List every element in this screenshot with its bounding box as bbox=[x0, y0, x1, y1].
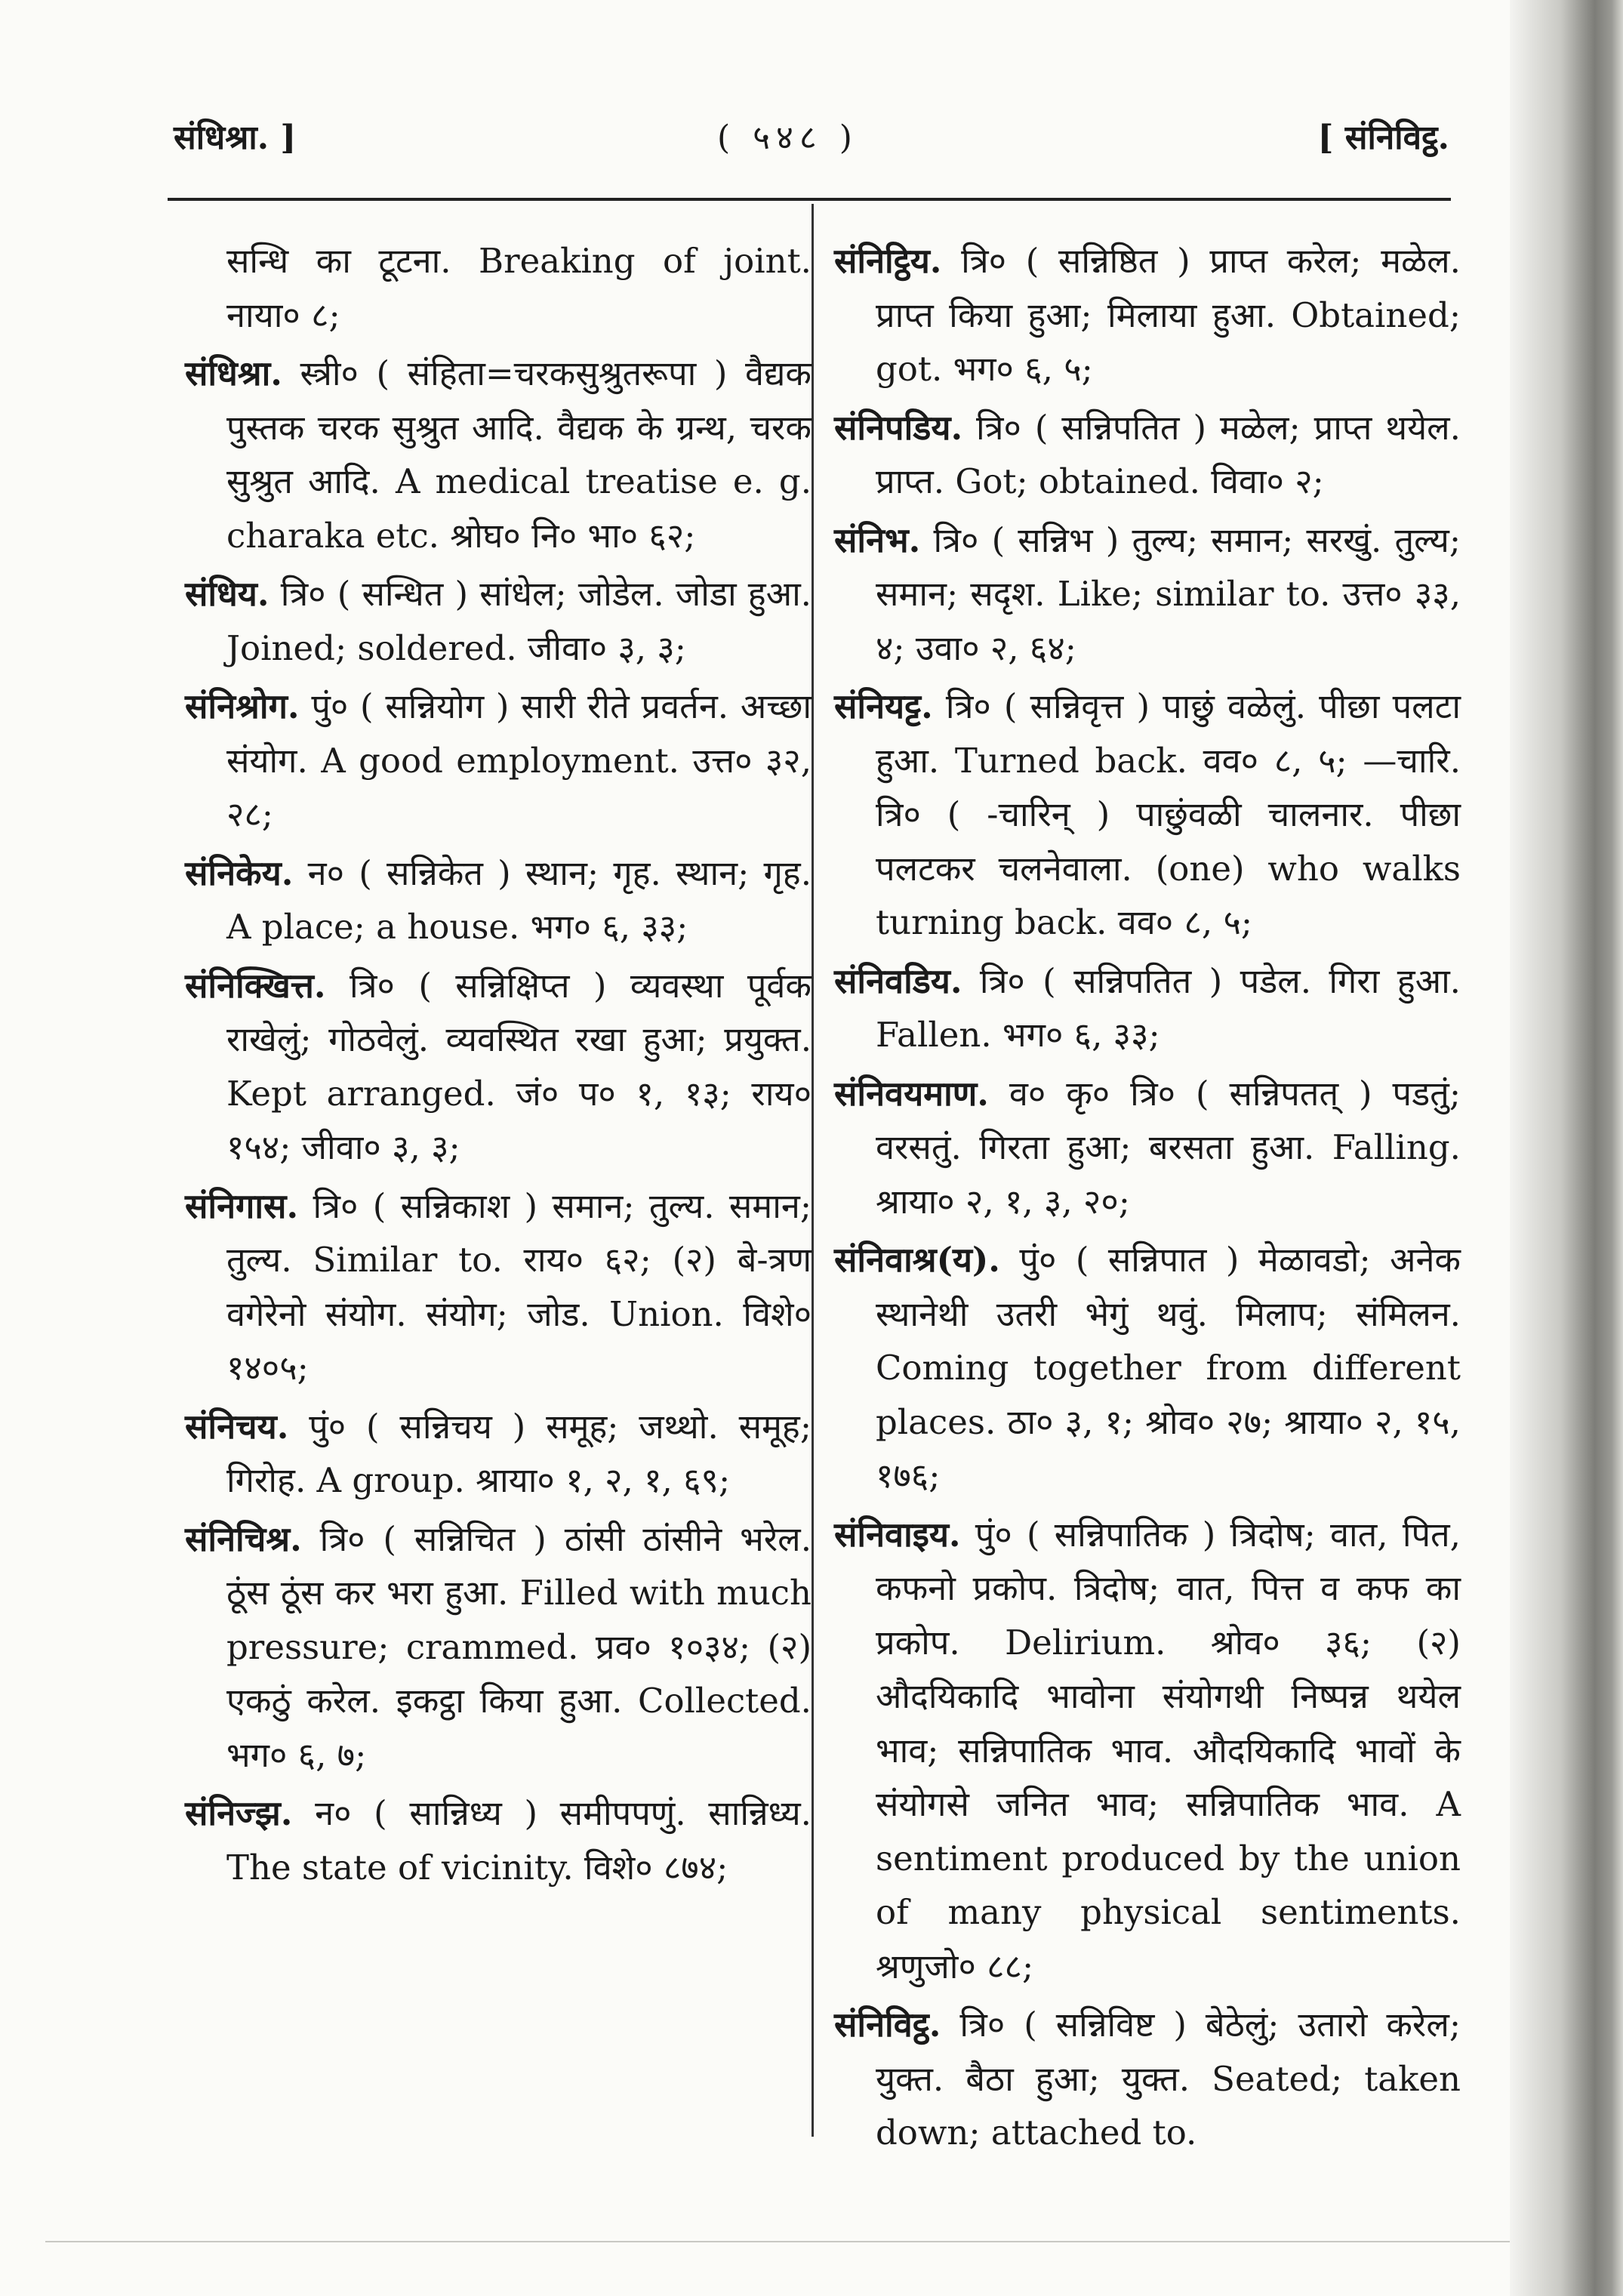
entry-text: त्रि० ( सन्निभ ) तुल्य; समान; सरखुं. तुल्य; समान; सदृश. Like; similar to. उत्त० ३३, ४; उवा० २, ६४; bbox=[876, 519, 1461, 668]
entry-headword: संनिगास. bbox=[185, 1185, 299, 1226]
entry-text: पुं० ( सन्निचय ) समूह; जथ्थो. समूह; गिरोह. A group. श्राया० १, २, १, ६९; bbox=[226, 1406, 812, 1500]
entry-headword: संनिवडिय. bbox=[834, 960, 962, 1001]
dictionary-entry bbox=[185, 234, 812, 342]
dictionary-entry bbox=[834, 680, 1461, 950]
page-edge-shadow bbox=[1510, 0, 1623, 2296]
entry-headword: संनियट्ट. bbox=[834, 686, 933, 726]
entry-text: त्रि० ( सन्निविष्ट ) बेठेलुं; उतारो करेल; युक्त. बैठा हुआ; युक्त. Seated; taken down; attached to. bbox=[876, 2005, 1461, 2153]
dictionary-entry bbox=[834, 234, 1461, 396]
entry-headword: संनिवाश्र(य). bbox=[834, 1240, 1000, 1280]
entry-headword: संनिज्झ. bbox=[185, 1793, 293, 1833]
entry-text: त्रि० ( सन्निष्ठित ) प्राप्त करेल; मळेल. प्राप्त किया हुआ; मिलाया हुआ. Obtained; got. भग० ६, ५; bbox=[876, 241, 1461, 389]
entry-headword: संनिक्खित्त. bbox=[185, 965, 326, 1006]
entry-headword: संधिय. bbox=[185, 574, 269, 614]
column-divider bbox=[812, 204, 814, 2137]
dictionary-entry bbox=[834, 513, 1461, 676]
entry-text: सन्धि का टूटना. Breaking of joint. नाया० ८; bbox=[226, 241, 812, 335]
entry-headword: संनिट्ठिय. bbox=[834, 241, 942, 281]
dictionary-entry bbox=[185, 1400, 812, 1508]
right-column bbox=[834, 234, 1461, 2165]
entry-headword: संनिचिश्र. bbox=[185, 1518, 302, 1559]
dictionary-entry bbox=[834, 1067, 1461, 1229]
entry-headword: संनिवाइय. bbox=[834, 1514, 961, 1555]
entry-headword: संनिश्रोग. bbox=[185, 686, 300, 726]
dictionary-entry bbox=[185, 347, 812, 562]
entry-text: न० ( सन्निकेत ) स्थान; गृह. स्थान; गृह. A place; a house. भग० ६, ३३; bbox=[226, 852, 812, 947]
page-number: ( ५४८ ) bbox=[717, 119, 858, 157]
footer-rule bbox=[45, 2241, 1540, 2242]
dictionary-entry bbox=[185, 959, 812, 1175]
entry-text: त्रि० ( सन्निचित ) ठांसी ठांसीने भरेल. ठूंस ठूंस कर भरा हुआ. Filled with much pressure; crammed. प्रव० १०३४; (२) एकठुं करेल. इकट्ठा किया हुआ. Collected. भग० ६, ७; bbox=[226, 1518, 812, 1775]
header-right-guideword: [ संनिविट्ठ. bbox=[1317, 119, 1449, 157]
entry-text: पुं० ( सन्निपात ) मेळावडो; अनेक स्थानेथी उतरी भेगुं थवुं. मिलाप; संमिलन. Coming together from different places. ठा० ३, १; श्रोव० २७; श्राया० २, १५, १७६; bbox=[876, 1240, 1461, 1496]
header-left-guideword: संधिश्रा. ] bbox=[174, 119, 297, 157]
dictionary-entry bbox=[834, 401, 1461, 509]
entry-text: पुं० ( सन्निपातिक ) त्रिदोष; वात, पित, कफनो प्रकोप. त्रिदोष; वात, पित्त व कफ का प्रकोप. Delirium. श्रोव० ३६; (२) औदयिकादि भावोना संयोगथी निष्पन्न थयेल भाव; सन्निपातिक भाव. औदयिकादि भावों के संयोगसे जनित भाव; सन्निपातिक भाव. A sentiment produced by the union of many physical sentiments. श्रणुजो० ८८; bbox=[876, 1514, 1461, 1986]
dictionary-entry bbox=[834, 1233, 1461, 1503]
entry-text: त्रि० ( सन्निपतित ) मळेल; प्राप्त थयेल. प्राप्त. Got; obtained. विवा० २; bbox=[876, 407, 1461, 501]
entry-text: त्रि० ( सन्धित ) सांधेल; जोडेल. जोडा हुआ. Joined; soldered. जीवा० ३, ३; bbox=[226, 574, 812, 668]
dictionary-entry bbox=[834, 1508, 1461, 1994]
page-header bbox=[174, 113, 1449, 166]
dictionary-entry bbox=[185, 680, 812, 842]
dictionary-entry bbox=[834, 954, 1461, 1062]
entry-headword: संनिचय. bbox=[185, 1406, 289, 1447]
dictionary-entry bbox=[185, 1179, 812, 1395]
dictionary-entry bbox=[834, 1998, 1461, 2160]
entry-text: न० ( सान्निध्य ) समीपपणुं. सान्निध्य. The state of vicinity. विशे० ८७४; bbox=[226, 1793, 812, 1888]
entry-headword: संधिश्रा. bbox=[185, 353, 282, 393]
entry-text: त्रि० ( सन्निवृत्त ) पाछुं वळेलुं. पीछा पलटा हुआ. Turned back. वव० ८, ५; —चारि. त्रि० ( -चारिन् ) पाछुंवळी चालनार. पीछा पलटकर चलनेवाला. (one) who walks turning back. वव० ८, ५; bbox=[876, 686, 1461, 942]
entry-text: स्त्री० ( संहिता=चरकसुश्रुतरूपा ) वैद्यक पुस्तक चरक सुश्रुत आदि. वैद्यक के ग्रन्थ, चरक सुश्रुत आदि. A medical treatise e. g. charaka etc. श्रोघ० नि० भा० ६२; bbox=[226, 353, 812, 556]
entry-text: पुं० ( सन्नियोग ) सारी रीते प्रवर्तन. अच्छा संयोग. A good employment. उत्त० ३२, २८; bbox=[226, 686, 812, 834]
dictionary-entry bbox=[185, 567, 812, 675]
entry-text: व० कृ० त्रि० ( सन्निपतत् ) पडतुं; वरसतुं. गिरता हुआ; बरसता हुआ. Falling. श्राया० २, १, ३, २०; bbox=[876, 1073, 1461, 1222]
dictionary-entry bbox=[185, 1512, 812, 1783]
entry-headword: संनिकेय. bbox=[185, 852, 294, 893]
entry-headword: संनिविट्ठ. bbox=[834, 2005, 941, 2045]
left-column bbox=[185, 234, 812, 1899]
entry-headword: संनिवयमाण. bbox=[834, 1073, 989, 1114]
dictionary-entry bbox=[185, 846, 812, 954]
entry-text: त्रि० ( सन्निक्षिप्त ) व्यवस्था पूर्वक राखेलुं; गोठवेलुं. व्यवस्थित रखा हुआ; प्रयुक्त. Kept arranged. जं० प० १, १३; राय० १५४; जीवा० ३, ३; bbox=[226, 965, 812, 1167]
dictionary-entry bbox=[185, 1786, 812, 1894]
header-rule bbox=[168, 198, 1451, 201]
entry-headword: संनिभ. bbox=[834, 519, 921, 560]
entry-text: त्रि० ( सन्निकाश ) समान; तुल्य. समान; तुल्य. Similar to. राय० ६२; (२) बे-त्रण वगेरेनो संयोग. संयोग; जोड. Union. विशे० १४०५; bbox=[226, 1185, 812, 1388]
entry-text: त्रि० ( सन्निपतित ) पडेल. गिरा हुआ. Fallen. भग० ६, ३३; bbox=[876, 960, 1461, 1055]
entry-headword: संनिपडिय. bbox=[834, 407, 963, 448]
